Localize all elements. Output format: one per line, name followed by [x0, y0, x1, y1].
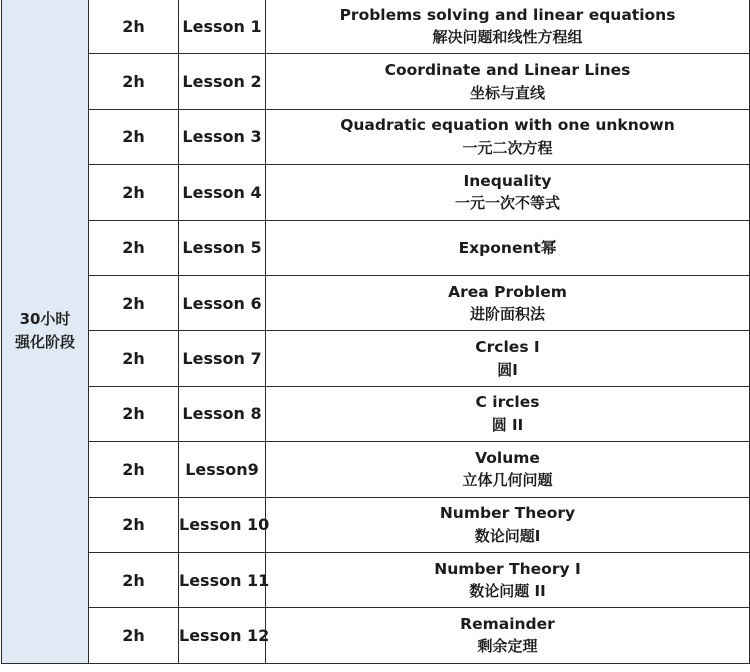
topic-cell	[266, 442, 750, 497]
topic-chinese: 圆I	[497, 360, 518, 379]
table-row	[2, 220, 750, 275]
topic-chinese: 解决问题和线性方程组	[432, 28, 583, 47]
lesson-cell: Lesson9	[179, 442, 266, 497]
schedule-body	[2, 0, 750, 663]
topic-chinese: 一元二次方程	[462, 138, 553, 157]
hours-cell: 2h	[89, 109, 179, 164]
course-schedule-table	[1, 0, 750, 664]
table-row	[2, 54, 750, 109]
topic-english: Exponent幂	[458, 238, 557, 257]
table-row	[2, 608, 750, 663]
topic-english: Number Theory I	[434, 559, 581, 578]
hours-cell: 2h	[89, 331, 179, 386]
topic-english: Coordinate and Linear Lines	[384, 61, 631, 80]
stage-phase-label: 强化阶段	[14, 332, 75, 351]
lesson-cell: Lesson 4	[179, 165, 266, 220]
stage-hours-label: 30小时	[19, 309, 71, 328]
topic-chinese: 坐标与直线	[469, 83, 545, 102]
topic-english: Number Theory	[439, 504, 576, 523]
topic-cell	[266, 54, 750, 109]
topic-chinese: 数论问题 II	[469, 582, 546, 601]
topic-chinese: 剩余定理	[477, 637, 538, 656]
table-row	[2, 442, 750, 497]
table-row	[2, 497, 750, 552]
topic-english: Problems solving and linear equations	[339, 5, 676, 24]
table-row	[2, 109, 750, 164]
lesson-cell: Lesson 5	[179, 220, 266, 275]
lesson-cell: Lesson 7	[179, 331, 266, 386]
hours-cell: 2h	[89, 54, 179, 109]
lesson-cell: Lesson 11	[179, 552, 266, 607]
topic-cell	[266, 497, 750, 552]
lesson-cell: Lesson 1	[179, 0, 266, 54]
hours-cell: 2h	[89, 0, 179, 54]
topic-cell	[266, 220, 750, 275]
table-row	[2, 165, 750, 220]
topic-cell	[266, 165, 750, 220]
topic-cell	[266, 552, 750, 607]
topic-cell	[266, 331, 750, 386]
hours-cell: 2h	[89, 608, 179, 663]
hours-cell: 2h	[89, 275, 179, 330]
table-row	[2, 386, 750, 441]
topic-cell	[266, 386, 750, 441]
topic-english: C ircles	[475, 393, 540, 412]
lesson-cell: Lesson 10	[179, 497, 266, 552]
hours-cell: 2h	[89, 497, 179, 552]
stage-cell	[2, 0, 89, 663]
topic-english: Volume	[475, 448, 540, 467]
lesson-cell: Lesson 8	[179, 386, 266, 441]
topic-english: Remainder	[460, 614, 555, 633]
topic-chinese: 数论问题I	[474, 526, 541, 545]
topic-english: Inequality	[463, 171, 552, 190]
hours-cell: 2h	[89, 220, 179, 275]
topic-cell	[266, 109, 750, 164]
hours-cell: 2h	[89, 552, 179, 607]
topic-english: Crcles I	[475, 338, 540, 357]
topic-chinese: 圆 II	[491, 415, 524, 434]
topic-chinese: 立体几何问题	[462, 471, 553, 490]
lesson-cell: Lesson 12	[179, 608, 266, 663]
topic-cell	[266, 275, 750, 330]
hours-cell: 2h	[89, 165, 179, 220]
table-row	[2, 331, 750, 386]
topic-english: Quadratic equation with one unknown	[340, 116, 675, 135]
table-row	[2, 275, 750, 330]
lesson-cell: Lesson 6	[179, 275, 266, 330]
topic-cell	[266, 608, 750, 663]
topic-english: Area Problem	[448, 282, 567, 301]
lesson-cell: Lesson 3	[179, 109, 266, 164]
table-row	[2, 552, 750, 607]
hours-cell: 2h	[89, 386, 179, 441]
topic-chinese: 进阶面积法	[469, 305, 545, 324]
topic-chinese: 一元一次不等式	[454, 194, 560, 213]
table-row	[2, 0, 750, 54]
hours-cell: 2h	[89, 442, 179, 497]
lesson-cell: Lesson 2	[179, 54, 266, 109]
topic-cell	[266, 0, 750, 54]
